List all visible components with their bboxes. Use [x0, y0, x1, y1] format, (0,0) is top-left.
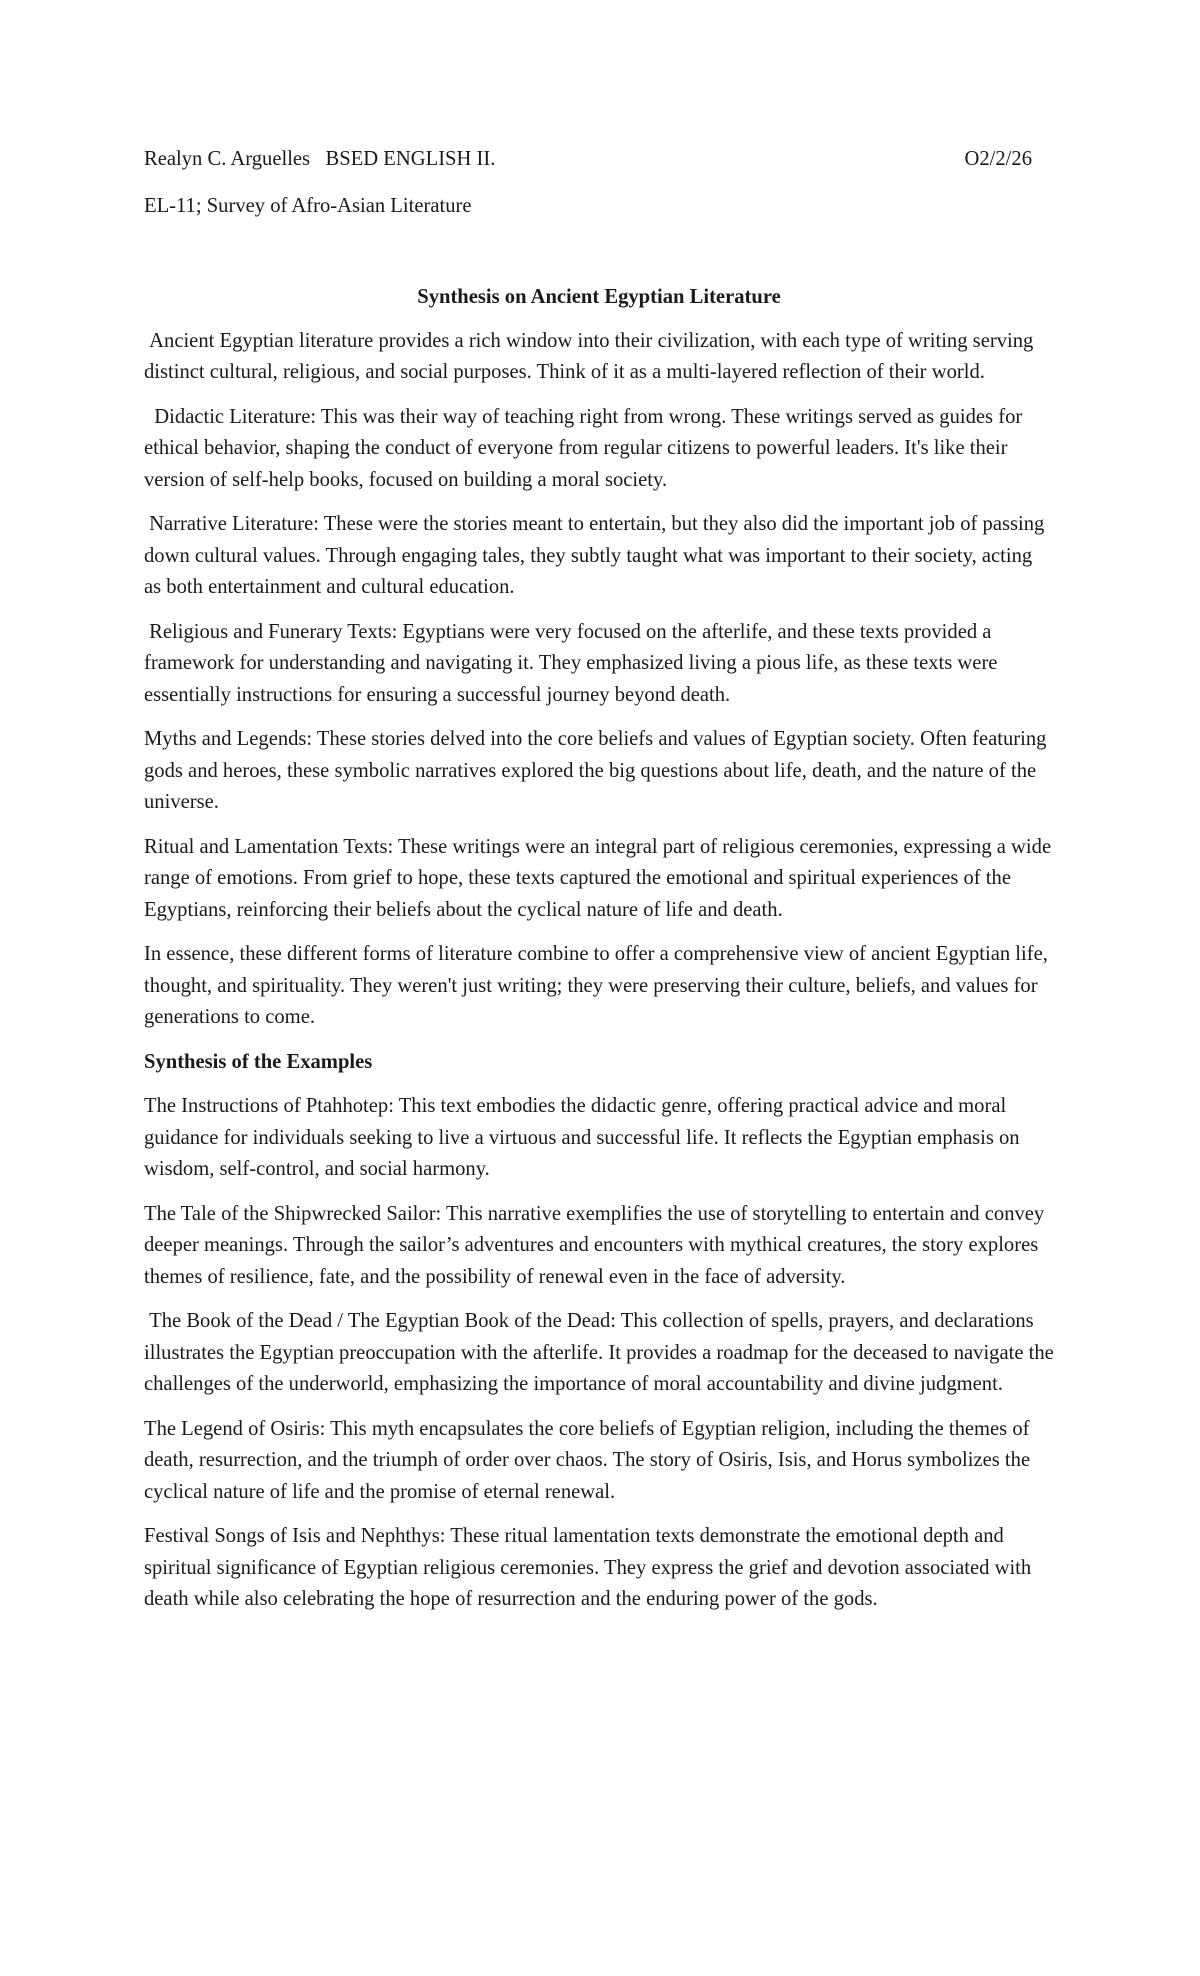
author-line: Realyn C. Arguelles BSED ENGLISH II.: [144, 148, 496, 170]
example-paragraph: Festival Songs of Isis and Nephthys: These ritual lamentation texts demonstrate the emotional depth and spiritual significance of Egyptian religious ceremonies. They express the grief and devotion associated with death while also celebrating the hope of resurrection and the enduring power of the gods.: [144, 1525, 1037, 1610]
example-paragraph: The Legend of Osiris: This myth encapsulates the core beliefs of Egyptian religion, including the themes of death, resurrection, and the triumph of order over chaos. The story of Osiris, Isis, and Horus symbolizes the cyclical nature of life and the promise of eternal renewal.: [144, 1417, 1036, 1503]
example-paragraph: The Tale of the Shipwrecked Sailor: This narrative exemplifies the use of storytelling to entertain and convey deeper meanings. Through the sailor’s adventures and encounters with mythical creatures, the story explores themes of resilience, fate, and the possibility of renewal even in the face of adversity.: [144, 1202, 1050, 1288]
intro-paragraph: Ritual and Lamentation Texts: These writings were an integral part of religious ceremonies, expressing a wide range of emotions. From grief to hope, these texts captured the emotional and spiritual experiences of the Egyptians, reinforcing their beliefs about the cyclical nature of life and death.: [144, 835, 1057, 921]
date: O2/2/26: [964, 148, 1032, 170]
section-heading: Synthesis of the Examples: [144, 1050, 373, 1073]
document-body: [144, 144, 1059, 1616]
document-title: Synthesis on Ancient Egyptian Literature: [417, 286, 781, 308]
example-paragraph: The Book of the Dead / The Egyptian Book of the Dead: This collection of spells, prayers, and declarations illustrates the Egyptian preoccupation with the afterlife. It provides a roadmap for the deceased to navigate the challenges of the underworld, emphasizing the importance of moral accountability and divine judgment.: [144, 1310, 1059, 1395]
header-line: [144, 144, 1054, 176]
intro-paragraph: Didactic Literature: This was their way of teaching right from wrong. These writings served as guides for ethical behavior, shaping the conduct of everyone from regular citizens to powerful leaders. It's like their version of self-help books, focused on building a moral society.: [144, 405, 1028, 491]
course-line: EL-11; Survey of Afro-Asian Literature: [144, 194, 472, 217]
intro-paragraph: In essence, these different forms of literature combine to offer a comprehensive view of ancient Egyptian life, thought, and spirituality. They weren't just writing; they were preserving their culture, beliefs, and values for generations to come.: [144, 943, 1054, 1028]
example-paragraph: The Instructions of Ptahhotep: This text embodies the didactic genre, offering practical advice and moral guidance for individuals seeking to live a virtuous and successful life. It reflects the Egyptian emphasis on wisdom, self-control, and social harmony.: [144, 1095, 1025, 1180]
intro-paragraph: Religious and Funerary Texts: Egyptians were very focused on the afterlife, and these texts provided a framework for understanding and navigating it. They emphasized living a pious life, as these texts were essentially instructions for ensuring a successful journey beyond death.: [144, 620, 1003, 706]
intro-paragraph: Ancient Egyptian literature provides a rich window into their civilization, with each type of writing serving distinct cultural, religious, and social purposes. Think of it as a multi-layered reflection of their world.: [144, 329, 1039, 383]
intro-paragraph: Narrative Literature: These were the stories meant to entertain, but they also did the important job of passing down cultural values. Through engaging tales, they subtly taught what was important to their society, acting as both entertainment and cultural education.: [144, 513, 1050, 598]
intro-paragraph: Myths and Legends: These stories delved into the core beliefs and values of Egyptian society. Often featuring gods and heroes, these symbolic narratives explored the big questions about life, death, and the nature of the universe.: [144, 728, 1052, 813]
